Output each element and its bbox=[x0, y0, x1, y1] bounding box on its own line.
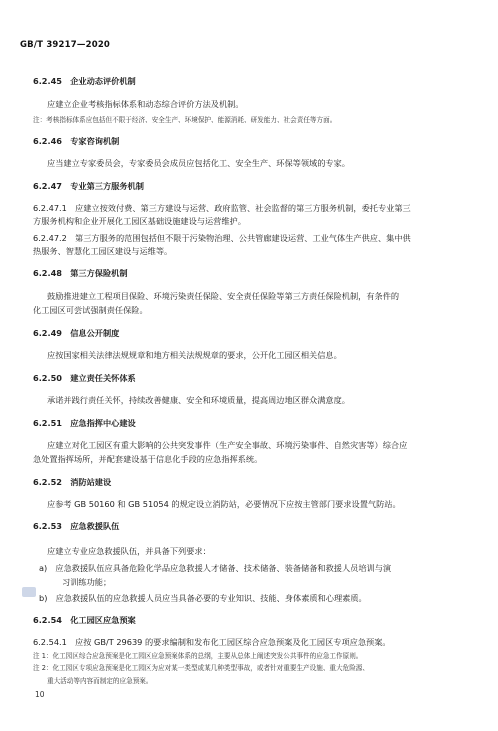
paragraph-line: 承诺并践行责任关怀，持续改善健康、安全和环境质量，提高周边地区群众满意度。 bbox=[47, 395, 350, 405]
paragraph-line: 应建立企业考核指标体系和动态综合评价方法及机制。 bbox=[47, 99, 244, 109]
section-heading: 6.2.52 消防站建设 bbox=[33, 477, 112, 487]
paragraph-line: 6.2.47.2 第三方服务的范围包括但不限于污染物治理、公共管廊建设运营、工业气体生产供应、集中供 bbox=[33, 233, 411, 243]
paragraph-line: 应建立专业应急救援队伍，并具备下列要求： bbox=[47, 546, 211, 556]
paragraph-line: 6.2.54.1 应按 GB/T 29639 的要求编制和发布化工园区综合应急预案及化工园区专项应急预案。 bbox=[33, 637, 391, 647]
list-item: a) 应急救援队伍应具备危险化学品应急救援人才储备、技术储备、装备储备和救援人员培训与演 bbox=[39, 563, 392, 573]
paragraph-line: 应参考 GB 50160 和 GB 51054 的规定设立消防站，必要情况下应按主管部门要求设置气防站。 bbox=[47, 499, 401, 509]
paragraph-line: 应当建立专家委员会，专家委员会成员应包括化工、安全生产、环保等领域的专家。 bbox=[47, 158, 350, 168]
section-heading: 6.2.51 应急指挥中心建设 bbox=[33, 418, 136, 428]
section-heading: 6.2.47 专业第三方服务机制 bbox=[33, 181, 144, 191]
paragraph-line: 应按国家相关法律法规规章和地方相关法规规章的要求，公开化工园区相关信息。 bbox=[47, 350, 342, 360]
paragraph-line: 方服务机构和企业开展化工园区基础设施建设与运营维护。 bbox=[33, 216, 246, 226]
section-heading: 6.2.48 第三方保险机制 bbox=[33, 268, 128, 278]
paragraph-line: 热服务、智慧化工园区建设与运维等。 bbox=[33, 246, 173, 256]
paragraph-line: 化工园区可尝试强制责任保险。 bbox=[33, 305, 148, 315]
standard-code: GB/T 39217—2020 bbox=[20, 40, 111, 50]
paragraph-line: 鼓励推进建立工程项目保险、环境污染责任保险、安全责任保险等第三方责任保险机制，有条件的 bbox=[47, 291, 400, 301]
page-number: 10 bbox=[35, 690, 45, 699]
list-item: b) 应急救援队伍的应急救援人员应当具备必要的专业知识、技能、身体素质和心理素质。 bbox=[39, 593, 367, 603]
section-heading: 6.2.46 专家咨询机制 bbox=[33, 136, 120, 146]
paragraph-line: 应建立对化工园区有重大影响的公共突发事件（生产安全事故、环境污染事件、自然灾害等）综合应 bbox=[47, 440, 408, 450]
section-heading: 6.2.50 建立责任关怀体系 bbox=[33, 373, 136, 383]
paragraph-line: 6.2.47.1 应建立按效付费、第三方建设与运营、政府监管、社会监督的第三方服务机制，委托专业第三 bbox=[33, 203, 411, 213]
section-heading: 6.2.49 信息公开制度 bbox=[33, 328, 120, 338]
section-heading: 6.2.53 应急救援队伍 bbox=[33, 521, 120, 531]
note-text: 重大活动等内容而制定的应急预案。 bbox=[47, 677, 153, 685]
paragraph-line: 急处置指挥场所，并配套建设基于信息化手段的应急指挥系统。 bbox=[33, 454, 263, 464]
list-item: 习训练功能； bbox=[62, 577, 112, 587]
page-curl-icon bbox=[22, 587, 36, 597]
note-text: 注 1：化工园区综合应急预案是化工园区应急预案体系的总纲，主要从总体上阐述突发公共事件的应急工作原则。 bbox=[33, 652, 363, 660]
section-heading: 6.2.45 企业动态评价机制 bbox=[33, 76, 136, 86]
note-text: 注 2：化工园区专项应急预案是化工园区为应对某一类型或某几种类型事故，或者针对重要生产设施、重大危险源、 bbox=[33, 664, 369, 672]
note-text: 注：考核指标体系应包括但不限于经济、安全生产、环境保护、能源消耗、研发能力、社会责任等方面。 bbox=[33, 116, 337, 124]
section-heading: 6.2.54 化工园区应急预案 bbox=[33, 615, 136, 625]
